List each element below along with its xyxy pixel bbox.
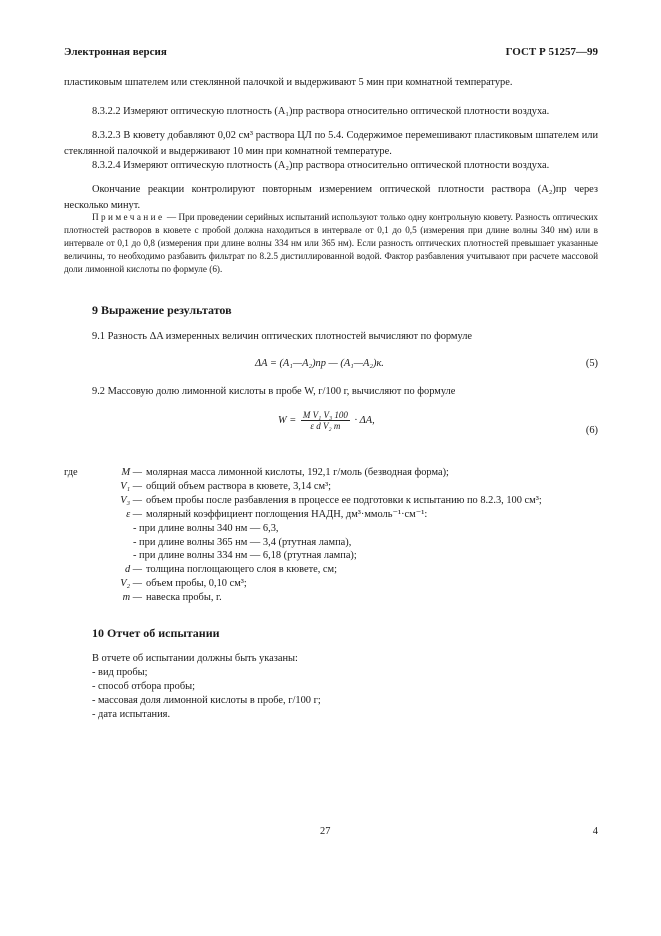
page-number: 27 <box>320 826 331 837</box>
paragraph-9-1: 9.1 Разность ΔA измеренных величин оптических плотностей вычисляют по формуле <box>92 331 473 342</box>
definition-symbol: d — <box>124 564 142 576</box>
paragraph-8-3-2-4: 8.3.2.4 Измеряют оптическую плотность (A₂)пр раствора относительно оптической плотности воздуха. <box>92 160 550 171</box>
paragraph-reaction-end: Окончание реакции контролируют повторным измерением оптической плотности раствора (A₂)пр через несколько минут. <box>64 184 598 211</box>
report-item: - способ отбора пробы; <box>92 681 195 692</box>
definition-text: навеска пробы, г. <box>146 592 222 604</box>
formula-6-number: (6) <box>585 425 598 436</box>
definition-text: объем пробы, 0,10 см³; <box>146 578 247 590</box>
definition-symbol: V₃ — <box>120 494 142 506</box>
paragraph-continuation: пластиковым шпателем или стеклянной палочкой и выдерживают 5 мин при комнатной температуре. <box>64 77 513 88</box>
note-text: — При проведении серийных испытаний используют только одну контрольную кювету. Разность оптических плотностей растворов в кювете с пробой должна находиться в интервале от 0,1 до 0,5 (измерения при длине волны 340 нм) или в интервале от 0,1 до 0,8 (измерения при длине волны 334 нм или 365 нм). Если разность оптических плотностей превышает указанные величины, то необходимо разбавить фильтрат по 8.2.5 дистиллированной водой. Фактор разбавления учитывают при расчете массовой доли лимонной кислоты по формуле (6). <box>64 212 598 274</box>
definition-text: молярный коэффициент поглощения НАДН, дм³·ммоль⁻¹·см⁻¹: <box>146 508 428 520</box>
definition-text: - при длине волны 334 нм — 6,18 (ртутная лампа); <box>133 550 357 562</box>
section-10-title: 10 Отчет об испытании <box>92 626 220 640</box>
formula-6-denominator: ε d V₂ m <box>310 421 341 431</box>
definition-text: - при длине волны 340 нм — 6,3, <box>133 522 279 534</box>
report-item: - вид пробы; <box>92 667 148 678</box>
header-right: ГОСТ Р 51257—99 <box>505 46 598 58</box>
formula-6 <box>278 410 375 431</box>
header-left: Электронная версия <box>64 46 167 58</box>
paragraph-8-3-2-2: 8.3.2.2 Измеряют оптическую плотность (A₁)пр раствора относительно оптической плотности воздуха. <box>92 106 550 117</box>
definition-text: общий объем раствора в кювете, 3,14 см³; <box>146 480 332 492</box>
formula-6-rhs: · ΔA, <box>354 414 375 426</box>
definition-text: - при длине волны 365 нм — 3,4 (ртутная лампа), <box>133 536 352 548</box>
definition-symbol: m — <box>122 592 142 604</box>
definition-symbol: V₁ — <box>120 480 142 492</box>
sheet-number: 4 <box>592 826 598 837</box>
definition-text: объем пробы после разбавления в процессе ее подготовки к испытанию по 8.2.3, 100 см³; <box>146 494 542 506</box>
formula-6-fraction <box>301 410 350 431</box>
definition-text: толщина поглощающего слоя в кювете, см; <box>146 564 337 576</box>
where-label: где <box>64 467 78 478</box>
paragraph-9-2: 9.2 Массовую долю лимонной кислоты в пробе W, г/100 г, вычисляют по формуле <box>92 386 456 397</box>
definition-text: молярная масса лимонной кислоты, 192,1 г/моль (безводная форма); <box>146 467 449 478</box>
formula-5-number: (5) <box>585 358 598 369</box>
paragraph-8-3-2-3: 8.3.2.3 В кювету добавляют 0,02 см³ раствора ЦЛ по 5.4. Содержимое перемешивают пластиковым шпателем или стеклянной палочкой и выдерживают 10 мин при комнатной температуре. <box>64 130 598 157</box>
report-intro: В отчете об испытании должны быть указаны: <box>92 653 298 664</box>
report-item: - массовая доля лимонной кислоты в пробе, г/100 г; <box>92 695 321 706</box>
formula-6-numerator: M V₁ V₃ 100 <box>302 410 348 420</box>
formula-6-lhs: W = <box>278 414 297 426</box>
definition-symbol: M — <box>121 467 142 478</box>
formula-5: ΔA = (A₁—A₂)пр — (A₁—A₂)к. <box>255 358 384 369</box>
report-item: - дата испытания. <box>92 709 171 720</box>
note-block <box>64 211 598 276</box>
definition-symbol: V₂ — <box>120 578 142 590</box>
definition-symbol: ε — <box>126 508 142 520</box>
section-9-title: 9 Выражение результатов <box>92 303 232 317</box>
note-label: Примечание <box>92 212 165 222</box>
